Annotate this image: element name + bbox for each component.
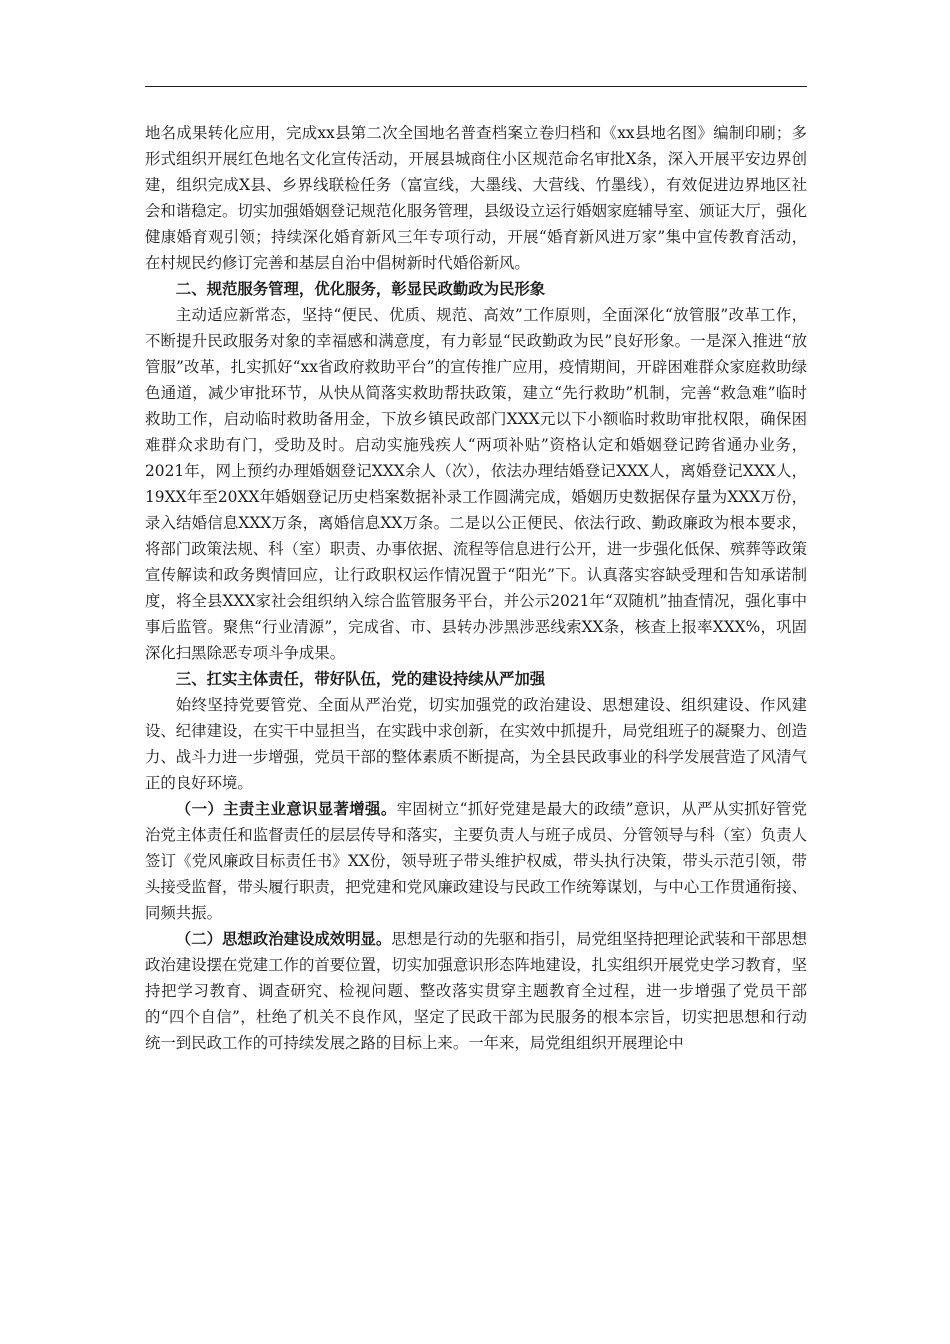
section-heading-2: 二、规范服务管理，优化服务，彰显民政勤政为民形象 <box>175 280 546 298</box>
subsection-paragraph-2 <box>145 926 807 1056</box>
body-paragraph-2: 主动适应新常态，坚持“便民、优质、规范、高效”工作原则，全面深化“放管服”改革工作，不断提升民政服务对象的幸福感和满意度，有力彰显“民政勤政为民”良好形象。一是深入推进“放管服”改革，扎实抓好“xx省政府救助平台”的宣传推广应用，疫情期间，开辟困难群众家庭救助绿色通道，减少审批环节，从快从简落实救助帮扶政策，建立“先行救助”机制，完善“救急难”临时救助工作，启动临时救助备用金，下放乡镇民政部门XXX元以下小额临时救助审批权限，确保困难群众求助有门，受助及时。启动实施残疾人“两项补贴”资格认定和婚姻登记跨省通办业务，2021年，网上预约办理婚姻登记XXX余人（次），依法办理结婚登记XXX人，离婚登记XXX人，19XX年至20XX年婚姻登记历史档案数据补录工作圆满完成，婚姻历史数据保存量为XXX万份，录入结婚信息XXX万条，离婚信息XX万条。二是以公正便民、依法行政、勤政廉政为根本要求，将部门政策法规、科（室）职责、办事依据、流程等信息进行公开，进一步强化低保、殡葬等政策宣传解读和政务舆情回应，让行政职权运作情况置于“阳光”下。认真落实容缺受理和告知承诺制度，将全县XXX家社会组织纳入综合监管服务平台，并公示2021年“双随机”抽查情况，强化事中事后监管。聚焦“行业清源”，完成省、市、县转办涉黑涉恶线索XX条，核查上报率XXX%，巩固深化扫黑除恶专项斗争成果。 <box>145 306 807 662</box>
subsection-text-1: 牢固树立“抓好党建是最大的政绩”意识，从严从实抓好管党治党主体责任和监督责任的层层传导和落实，主要负责人与班子成员、分管领导与科（室）负责人签订《党风廉政目标责任书》XX份，领导班子带头维护权威，带头执行决策，带头示范引领，带头接受监督，带头履行职责，把党建和党风廉政建设与民政工作统筹谋划，与中心工作贯通衔接、同频共振。 <box>145 800 807 922</box>
subsection-lead-2: （二）思想政治建设成效明显。 <box>175 930 392 948</box>
subsection-text-2: 思想是行动的先驱和指引，局党组坚持把理论武装和干部思想政治建设摆在党建工作的首要位置，切实加强意识形态阵地建设，扎实组织开展党史学习教育，坚持把学习教育、调查研究、检视问题、整改落实贯穿主题教育全过程，进一步增强了党员干部的“四个自信”，杜绝了机关不良作风，坚定了民政干部为民服务的根本宗旨，切实把思想和行动统一到民政工作的可持续发展之路的目标上来。一年来，局党组组织开展理论中 <box>145 930 807 1052</box>
section-heading-3: 三、扛实主体责任，带好队伍，党的建设持续从严加强 <box>175 670 546 688</box>
document-body <box>145 120 807 1056</box>
header-rule <box>145 86 807 87</box>
body-paragraph-3: 始终坚持党要管党、全面从严治党，切实加强党的政治建设、思想建设、组织建设、作风建设、纪律建设，在实干中显担当，在实践中求创新，在实效中抓提升，局党组班子的凝聚力、创造力、战斗力进一步增强，党员干部的整体素质不断提高，为全县民政事业的科学发展营造了风清气正的良好环境。 <box>145 696 807 792</box>
body-paragraph-1: 地名成果转化应用，完成xx县第二次全国地名普查档案立卷归档和《xx县地名图》编制印刷；多形式组织开展红色地名文化宣传活动，开展县城商住小区规范命名审批X条，深入开展平安边界创建，组织完成X县、乡界线联检任务（富宣线，大墨线、大营线、竹墨线），有效促进边界地区社会和谐稳定。切实加强婚姻登记规范化服务管理，县级设立运行婚姻家庭辅导室、颁证大厅，强化健康婚育观引领；持续深化婚育新风三年专项行动，开展“婚育新风进万家”集中宣传教育活动，在村规民约修订完善和基层自治中倡树新时代婚俗新风。 <box>145 124 807 272</box>
subsection-paragraph-1 <box>145 796 807 926</box>
subsection-lead-1: （一）主责主业意识显著增强。 <box>175 800 397 818</box>
